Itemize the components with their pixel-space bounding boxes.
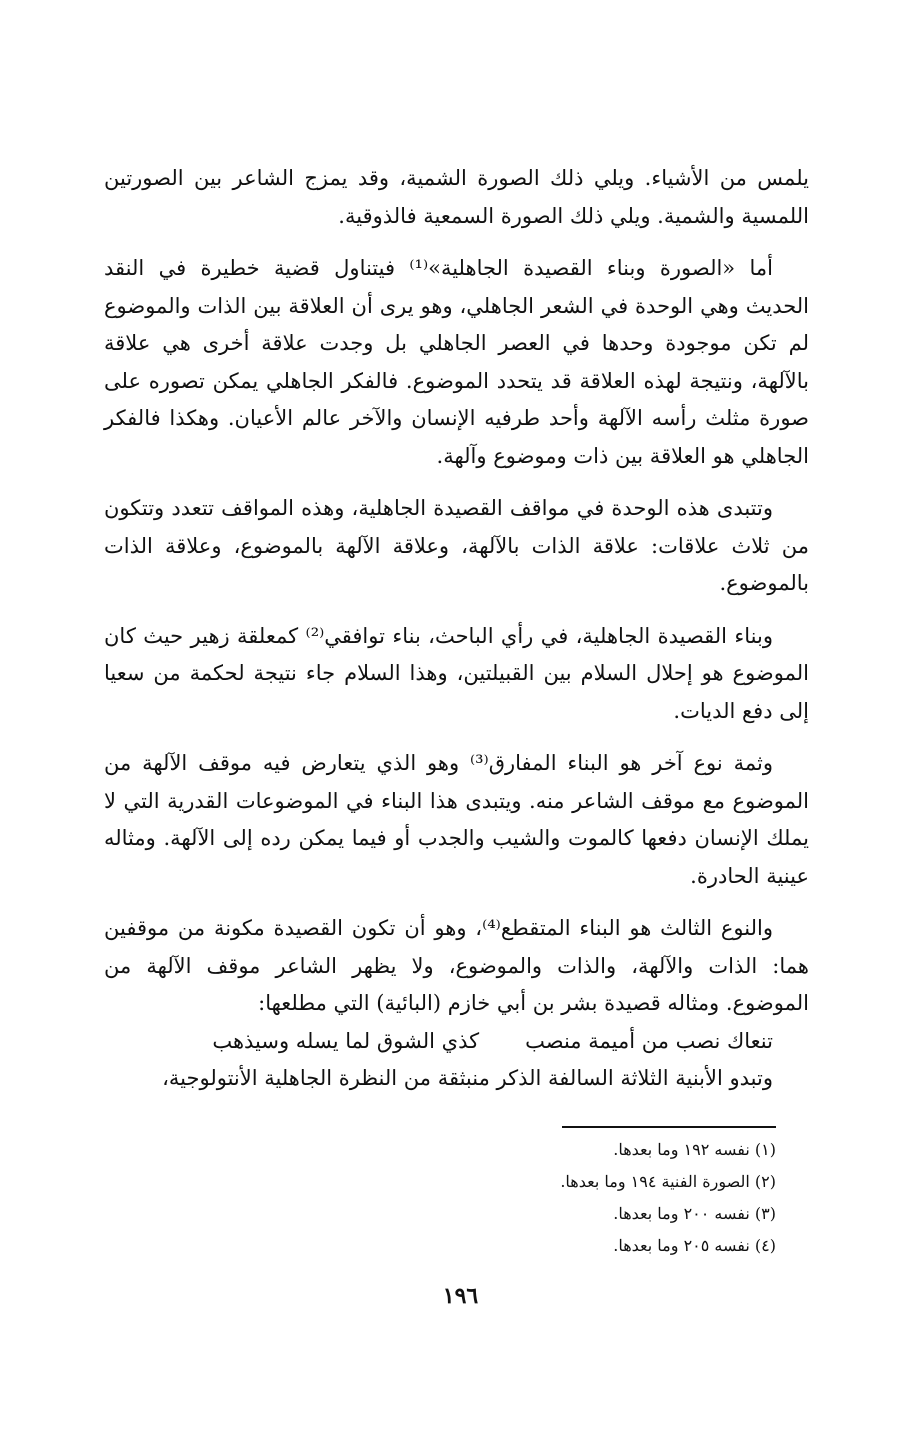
footnote-divider (562, 1126, 776, 1128)
paragraph-3: وتتبدى هذه الوحدة في مواقف القصيدة الجاهلية، وهذه المواقف تتعدد وتتكون من ثلاث علاقات: علاقة الذات بالآلهة، وعلاقة الآلهة بالموضوع، وعلاقة الذات بالموضوع. (104, 496, 809, 595)
verse-second-hemistich: كذي الشوق لما يسله وسيذهب (212, 1028, 480, 1053)
paragraph-6: والنوع الثالث هو البناء المتقطع⁽⁴⁾، وهو أن تكون القصيدة مكونة من موقفين هما: الذات والآلهة، والذات والموضوع، ولا يظهر الشاعر موقف الآلهة من الموضوع. ومثاله قصيدة بشر بن أبي خازم (البائية) التي مطلعها: (104, 916, 809, 1015)
footnote-2: (٢) الصورة الفنية ١٩٤ وما بعدها. (560, 1172, 776, 1191)
footnote-3: (٣) نفسه ٢٠٠ وما بعدها. (613, 1204, 776, 1223)
paragraph-4: وبناء القصيدة الجاهلية، في رأي الباحث، بناء توافقي⁽²⁾ كمعلقة زهير حيث كان الموضوع هو إحلال السلام بين القبيلتين، وهذا السلام جاء نتيجة لحكمة من سعيا إلى دفع الديات. (104, 623, 809, 723)
poem-verse (104, 1023, 809, 1061)
paragraph-2: أما «الصورة وبناء القصيدة الجاهلية»⁽¹⁾ فيتناول قضية خطيرة في النقد الحديث وهي الوحدة في الشعر الجاهلي، وهو يرى أن العلاقة بين الذات والموضوع لم تكن موجودة وحدها في العصر الجاهلي بل وجدت علاقة أخرى هي علاقة بالآلهة، ونتيجة لهذه العلاقة قد يتحدد الموضوع. فالفكر الجاهلي يمكن تصوره على صورة مثلث رأسه الآلهة وأحد طرفيه الإنسان والآخر عالم الأعيان. وهكذا فالفكر الجاهلي هو العلاقة بين ذات وموضوع وآلهة. (104, 256, 809, 468)
paragraph-7: وتبدو الأبنية الثلاثة السالفة الذكر منبثقة من النظرة الجاهلية الأنتولوجية، (162, 1066, 773, 1090)
paragraph-5: وثمة نوع آخر هو البناء المفارق⁽³⁾ وهو الذي يتعارض فيه موقف الآلهة من الموضوع مع موقف الشاعر منه. ويتبدى هذا البناء في الموضوعات القدرية التي لا يملك الإنسان دفعها كالموت والشيب والجدب أو فيما يمكن رده إلى الآلهة. ومثاله عينية الحادرة. (104, 751, 809, 888)
footnote-1: (١) نفسه ١٩٢ وما بعدها. (613, 1140, 776, 1159)
body-text (104, 160, 809, 1098)
paragraph-1: يلمس من الأشياء. ويلي ذلك الصورة الشمية، وقد يمزج الشاعر بين الصورتين اللمسية والشمية. ويلي ذلك الصورة السمعية فالذوقية. (104, 166, 809, 228)
verse-first-hemistich: تنعاك نصب من أميمة منصب (525, 1028, 773, 1053)
page-number: ١٩٦ (442, 1283, 479, 1309)
footnote-4: (٤) نفسه ٢٠٥ وما بعدها. (613, 1236, 776, 1255)
footnotes (296, 1134, 776, 1262)
